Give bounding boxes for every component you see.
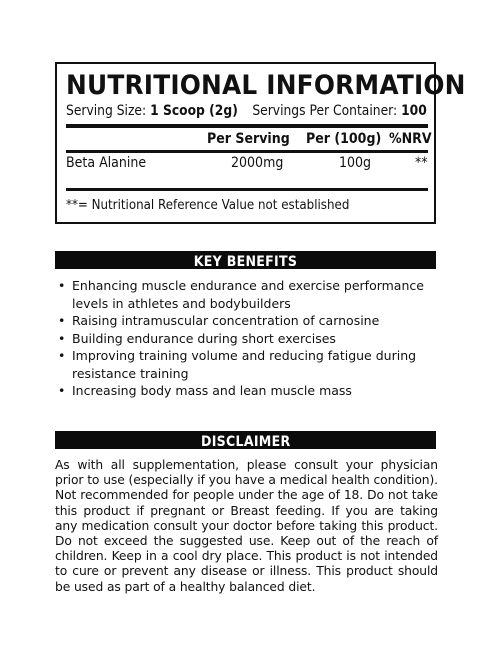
- nutrition-footnote: **= Nutritional Reference Value not established: [66, 197, 350, 213]
- servings-per-container: [252, 102, 426, 120]
- serving-info-row: [66, 102, 427, 120]
- disclaimer-heading-bar: [55, 431, 436, 449]
- serving-size-label: Serving Size:: [66, 103, 147, 119]
- nutrition-panel: [55, 62, 466, 224]
- servings-label: Servings Per Container:: [252, 103, 398, 119]
- nutrient-per-serving: 2000mg: [231, 155, 284, 171]
- list-item: • Enhancing muscle endurance and exercise performance levels in athletes and bodybuilders: [58, 278, 424, 311]
- column-header-nrv: %NRV: [389, 131, 432, 147]
- list-item: • Raising intramuscular concentration of carnosine: [58, 313, 380, 328]
- nutrient-name: Beta Alanine: [66, 155, 147, 171]
- divider-thick: [66, 124, 428, 128]
- bullet-icon: •: [58, 330, 66, 346]
- bullet-icon: •: [58, 278, 66, 293]
- servings-value: 100: [401, 103, 427, 119]
- bullet-icon: •: [58, 313, 66, 328]
- divider-bottom: [66, 188, 428, 191]
- table-row: [66, 154, 428, 172]
- divider-header: [66, 150, 428, 153]
- nutrition-title: NUTRITIONAL INFORMATION: [66, 70, 466, 101]
- bullet-icon: •: [58, 348, 66, 363]
- table-header-row: [66, 130, 432, 148]
- key-benefits-heading: KEY BENEFITS: [193, 254, 298, 270]
- column-header-per-serving: Per Serving: [207, 131, 290, 147]
- nutrient-nrv: **: [415, 155, 428, 171]
- disclaimer-heading: DISCLAIMER: [200, 434, 291, 450]
- bullet-icon: •: [58, 383, 66, 398]
- list-item: • Building endurance during short exercises: [58, 330, 336, 346]
- column-header-per-100g: Per (100g): [306, 131, 382, 147]
- key-benefits-heading-bar: [55, 251, 436, 269]
- key-benefits-list: [58, 277, 448, 400]
- list-item: • Increasing body mass and lean muscle mass: [58, 383, 352, 398]
- serving-size-value: 1 Scoop (2g): [150, 103, 238, 119]
- disclaimer-text: As with all supplementation, please consult your physician prior to use (especially if you have a medical health condition). Not recommended for people under the age of 18. Do not take this product if pregnant or Breast feeding. If you are taking any medication consult your doctor before taking this product. Do not exceed the suggested use. Keep out of the reach of children. Keep in a cool dry place. This product is not intended to cure or prevent any disease or illness. This product should be used as part of a healthy balanced diet.: [55, 458, 438, 594]
- nutrient-per-100g: 100g: [339, 155, 372, 171]
- list-item: • Improving training volume and reducing fatigue during resistance training: [58, 348, 417, 381]
